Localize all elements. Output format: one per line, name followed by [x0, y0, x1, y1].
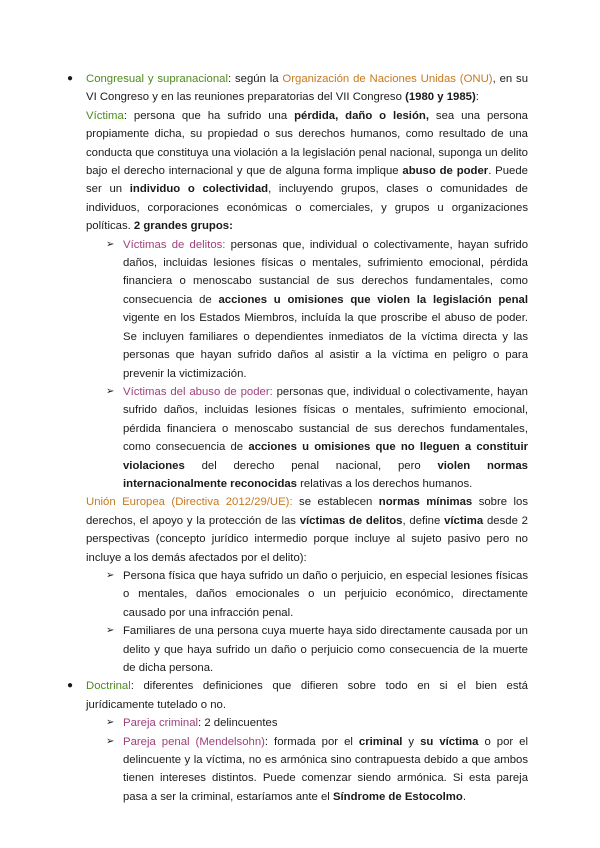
section-title: Congresual y supranacional — [86, 73, 228, 85]
section-congresual — [67, 70, 529, 677]
victimas-abuso-label: Víctimas del abuso de poder: — [123, 385, 273, 398]
section-congresual-intro: Congresual y supranacional: según la Organización de Naciones Unidas (ONU), en su VI Congreso y en las reuniones preparatorias del VII Congreso (1980 y 1985): — [86, 73, 529, 104]
section-doctrinal-intro: Doctrinal: diferentes definiciones que difieren sobre todo en si el bien está jurídicamente tutelado o no. — [86, 680, 528, 711]
years: (1980 y 1985) — [405, 91, 476, 104]
section-doctrinal — [67, 677, 528, 806]
arrow-icon: ➢ — [106, 625, 115, 637]
victima-label: Víctima — [86, 109, 124, 122]
section-title: Doctrinal — [86, 680, 131, 693]
arrow-icon: ➢ — [106, 735, 115, 747]
list-item-pareja-criminal: ➢ Pareja criminal: 2 delincuentes — [86, 714, 528, 732]
ue-label: Unión Europea (Directiva 2012/29/UE): — [86, 496, 293, 509]
bullet-icon: ● — [67, 73, 74, 84]
arrow-icon: ➢ — [106, 569, 115, 581]
list-item-victimas-abuso: ➢ Víctimas del abuso de poder: personas que, individual o colectivamente, hayan sufrido daños, incluidas lesiones físicas o mentales, sufrimiento emocional, pérdida financiera o menoscabo sustancial de sus derechos fundamentales, como consecuencia de acciones u omisiones que no lleguen a constituir violaciones del derecho penal nacional, pero violen normas internacionalmente reconocidas relativas a los derechos humanos. — [86, 383, 528, 493]
org-name: Organización de Naciones Unidas (ONU) — [282, 73, 493, 85]
bullet-icon: ● — [67, 680, 74, 692]
arrow-icon: ➢ — [106, 385, 115, 397]
pareja-criminal-label: Pareja criminal — [123, 717, 199, 730]
arrow-icon: ➢ — [106, 717, 115, 729]
list-item-ue-familiares: ➢ Familiares de una persona cuya muerte haya sido directamente causada por un delito y que haya sufrido un daño o perjuicio como consecuencia de la muerte de dicha persona. — [86, 622, 528, 677]
pareja-penal-label: Pareja penal (Mendelsohn) — [123, 735, 265, 748]
arrow-icon: ➢ — [106, 238, 115, 250]
list-item-pareja-penal: ➢ Pareja penal (Mendelsohn): formada por el criminal y su víctima o por el delincuente y la víctima, no es armónica sino contrapuesta debido a que ambos tienen intereses distintos. Puede comenzar siendo armónica. Si esta pareja pasa a ser la criminal, estaríamos ante el Síndrome de Estocolmo. — [86, 733, 528, 807]
victimas-delitos-label: Víctimas de delitos: — [123, 238, 226, 251]
victima-paragraph: Víctima: persona que ha sufrido una pérdida, daño o lesión, sea una persona propiamente dicha, su propiedad o sus derechos humanos, como resultado de una conducta que constituya una violación a la legislación penal nacional, suponga un delito bajo el derecho internacional y que de alguna forma implique abuso de poder. Puede ser un individuo o colectividad, incluyendo grupos, clases o comunidades de individuos, corporaciones económicas o comerciales, y grupos u organizaciones políticas. 2 grandes grupos: — [86, 109, 528, 233]
list-item-ue-persona: ➢ Persona física que haya sufrido un daño o perjuicio, en especial lesiones físicas o mentales, daños emocionales o un perjuicio económico, directamente causado por una infracción penal. — [86, 567, 528, 622]
ue-paragraph: Unión Europea (Directiva 2012/29/UE): se establecen normas mínimas sobre los derechos, el apoyo y la protección de las víctimas de delitos, define víctima desde 2 perspectivas (concepto jurídico intermedio porque incluye al sujeto pasivo pero no incluye a los demás afectados por el delito): — [86, 496, 529, 564]
list-item-victimas-delitos: ➢ Víctimas de delitos: personas que, individual o colectivamente, hayan sufrido daños, incluidas lesiones físicas o mentales, sufrimiento emocional, pérdida financiera o menoscabo sustancial de sus derechos fundamentales, como consecuencia de acciones u omisiones que violen la legislación penal vigente en los Estados Miembros, incluída la que proscribe el abuso de poder. Se incluyen familiares o dependientes inmediatos de la víctima directa y las personas que hayan sufrido daños al asistir a la víctima en peligro o para prevenir la victimización. — [86, 236, 528, 383]
